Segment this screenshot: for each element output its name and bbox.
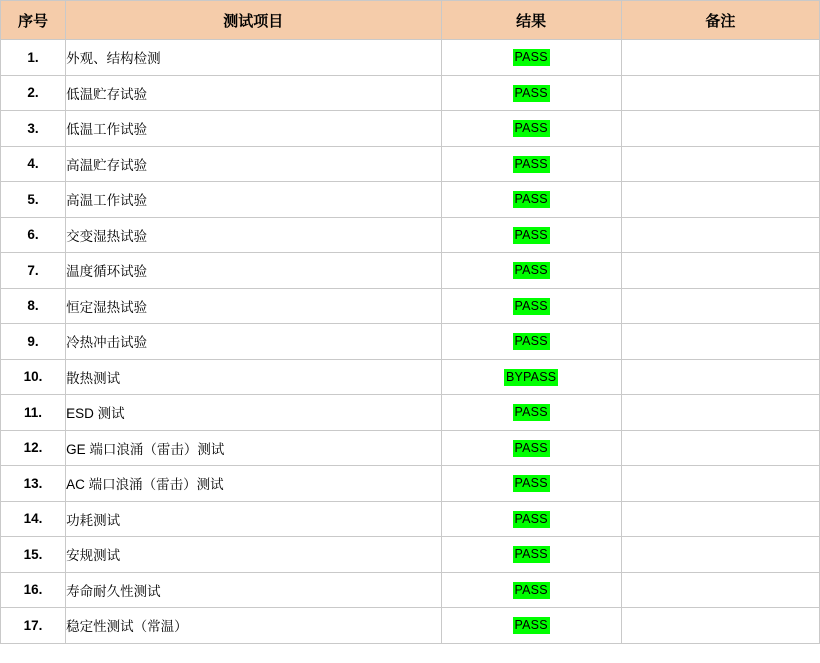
row-note — [621, 217, 819, 253]
table-row — [1, 537, 820, 573]
row-item: 低温贮存试验 — [66, 75, 441, 111]
table-body — [1, 40, 820, 644]
status-badge: PASS — [514, 263, 548, 278]
table-row — [1, 572, 820, 608]
table-row — [1, 288, 820, 324]
row-item: 散热测试 — [66, 359, 441, 395]
row-index: 15. — [1, 537, 66, 573]
row-result — [441, 146, 621, 182]
row-index: 1. — [1, 40, 66, 76]
table-header-row — [1, 1, 820, 40]
table-row — [1, 146, 820, 182]
row-note — [621, 146, 819, 182]
row-item: 功耗测试 — [66, 501, 441, 537]
row-note — [621, 359, 819, 395]
row-result — [441, 253, 621, 289]
row-item: ESD 测试 — [66, 395, 441, 431]
column-header-result: 结果 — [441, 1, 621, 40]
row-note — [621, 75, 819, 111]
status-badge: PASS — [514, 192, 548, 207]
row-note — [621, 288, 819, 324]
row-item: 寿命耐久性测试 — [66, 572, 441, 608]
row-note — [621, 537, 819, 573]
row-result — [441, 537, 621, 573]
table-row — [1, 324, 820, 360]
row-index: 6. — [1, 217, 66, 253]
status-badge: BYPASS — [505, 369, 557, 384]
table-row — [1, 501, 820, 537]
row-result — [441, 182, 621, 218]
table-row — [1, 75, 820, 111]
row-index: 4. — [1, 146, 66, 182]
row-item: 安规测试 — [66, 537, 441, 573]
row-result — [441, 324, 621, 360]
row-result — [441, 217, 621, 253]
row-index: 2. — [1, 75, 66, 111]
row-item: 高温工作试验 — [66, 182, 441, 218]
table-row — [1, 253, 820, 289]
row-item: GE 端口浪涌（雷击）测试 — [66, 430, 441, 466]
table-row — [1, 395, 820, 431]
status-badge: PASS — [514, 618, 548, 633]
row-note — [621, 40, 819, 76]
row-item: 外观、结构检测 — [66, 40, 441, 76]
status-badge: PASS — [514, 227, 548, 242]
row-note — [621, 572, 819, 608]
row-index: 5. — [1, 182, 66, 218]
row-result — [441, 395, 621, 431]
table-row — [1, 182, 820, 218]
status-badge: PASS — [514, 582, 548, 597]
row-result — [441, 288, 621, 324]
row-index: 9. — [1, 324, 66, 360]
row-result — [441, 40, 621, 76]
row-index: 11. — [1, 395, 66, 431]
row-item: 恒定湿热试验 — [66, 288, 441, 324]
status-badge: PASS — [514, 334, 548, 349]
row-index: 10. — [1, 359, 66, 395]
status-badge: PASS — [514, 156, 548, 171]
status-badge: PASS — [514, 511, 548, 526]
status-badge: PASS — [514, 85, 548, 100]
status-badge: PASS — [514, 440, 548, 455]
row-item: 温度循环试验 — [66, 253, 441, 289]
column-header-note: 备注 — [621, 1, 819, 40]
column-header-item: 测试项目 — [66, 1, 441, 40]
status-badge: PASS — [514, 298, 548, 313]
status-badge: PASS — [514, 476, 548, 491]
row-index: 7. — [1, 253, 66, 289]
row-index: 13. — [1, 466, 66, 502]
row-item: 冷热冲击试验 — [66, 324, 441, 360]
status-badge: PASS — [514, 50, 548, 65]
row-note — [621, 111, 819, 147]
row-note — [621, 608, 819, 644]
table-row — [1, 111, 820, 147]
row-result — [441, 359, 621, 395]
table-row — [1, 217, 820, 253]
row-item: 交变湿热试验 — [66, 217, 441, 253]
row-index: 8. — [1, 288, 66, 324]
row-item: 低温工作试验 — [66, 111, 441, 147]
row-index: 17. — [1, 608, 66, 644]
table-row — [1, 466, 820, 502]
row-index: 16. — [1, 572, 66, 608]
row-result — [441, 608, 621, 644]
row-note — [621, 430, 819, 466]
table-row — [1, 430, 820, 466]
row-note — [621, 501, 819, 537]
status-badge: PASS — [514, 121, 548, 136]
row-result — [441, 501, 621, 537]
row-index: 3. — [1, 111, 66, 147]
row-note — [621, 324, 819, 360]
table-row — [1, 608, 820, 644]
status-badge: PASS — [514, 405, 548, 420]
row-item: 高温贮存试验 — [66, 146, 441, 182]
row-result — [441, 111, 621, 147]
row-item: AC 端口浪涌（雷击）测试 — [66, 466, 441, 502]
row-index: 14. — [1, 501, 66, 537]
table-row — [1, 359, 820, 395]
row-note — [621, 466, 819, 502]
table-header — [1, 1, 820, 40]
row-result — [441, 572, 621, 608]
row-note — [621, 395, 819, 431]
table-row — [1, 40, 820, 76]
row-result — [441, 466, 621, 502]
column-header-index: 序号 — [1, 1, 66, 40]
row-item: 稳定性测试（常温） — [66, 608, 441, 644]
row-result — [441, 75, 621, 111]
row-result — [441, 430, 621, 466]
row-note — [621, 253, 819, 289]
status-badge: PASS — [514, 547, 548, 562]
row-index: 12. — [1, 430, 66, 466]
row-note — [621, 182, 819, 218]
